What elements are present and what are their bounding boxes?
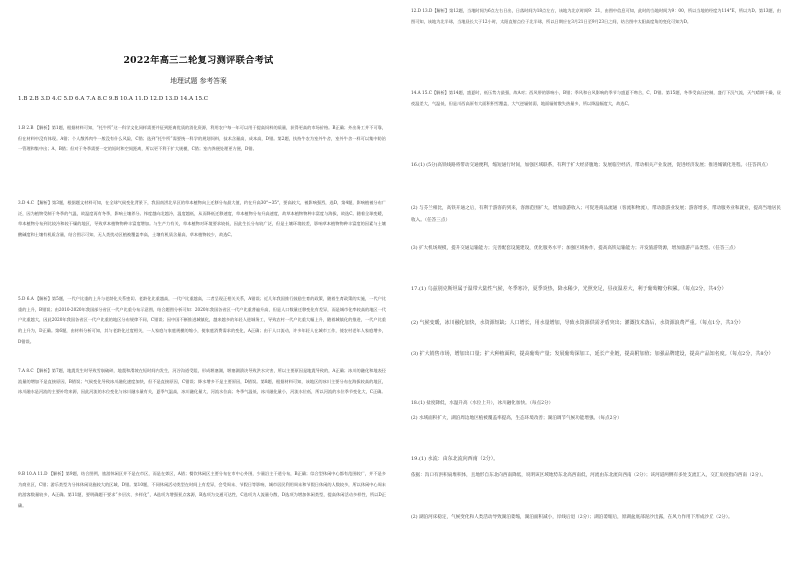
exam-subtitle: 地理试题 参考答案 bbox=[170, 77, 227, 85]
explanation-3-4: 3.D 4.C 【解析】第3题，根据题文材料可知，在全球气候变化背景下，我国南涝北旱区的草本植物向上迁移分布最大值，约在升高30°~35°，要高较大，被影响强烈，选D，第4题，影响植被分布广泛，因为植物受制于冬季的气温，故温度再有冬季，影响土壤养分。纬度越向北越冷，温度越低，从而降低迁移速度，草本植物分布升高速度，故草本植物物种丰富度与海拔，故选C。随着全球变暖，草本植物分布到比较冷和较干燥的地区，导致草本植物物种丰富度增加。与生产力有关，草本植物对环境要求较低，因此生长分布较广泛，但是土壤环境较差，影响草本植物物种丰富度的因素与土壤酸碱度和土壤有机质含量，结合图示可知，无人类扰动区植被覆盖率高，土壤有机质含量高，草本植物较少，故选C。 bbox=[18, 200, 386, 238]
explanation-5-6: 5.D 6.A 【解析】第5题，一代户比重的上升与老龄化关系密切。老龄化比重越高，一代户比重越高，二者呈现正相关关系，A错误；近几年我国推行鼓励生育的政策，随着生育政策的实施，一代户比重的上升，B错误；由2010-2020年我国部分省区一代户比重分布示意图，结合题图分析可知：2020年我国各省区一代户比重普遍升高，但是人口数量迁移变化有差异，而是城市化率较高的地区一代户比重越大，因此2020年我国各省区一代户比重的地区分布规律不同，C错误；因中国不断推进城镇化，越来越多的年轻人进城务工，导致农村一代户比重大幅上升，随着城镇化的推进，一代户比重的上升为，D正确。第6题，由材料分析可知，其与老龄化过度相关，一人家庭与家庭规模的缩小，使家庭消费需求的变化，A正确；由于人口流动，许多年轻人在城市工作，使农村老年人家庭增多，D错误。 bbox=[18, 296, 386, 344]
answer-key: 1.B 2.B 3.D 4.C 5.D 6.A 7.A 8.C 9.B 10.A 11.D 12.D 13.D 14.A 15.C bbox=[18, 96, 209, 102]
right-page bbox=[397, 0, 794, 561]
answer-16-2: (2) 与芬兰相比，高铁开通之后，有利于游客的到来，客源范围扩大，增加旅游收入；可促进商品流通（客流和物流），带动旅游业发展；游客增多，带动服务业和就业，提高当地居民收入。（任答三点） bbox=[411, 206, 781, 224]
answer-19-2: (2) 湖泊河床稳定，气候变化和人类活动导致湖泊萎缩，湖泊面积减小，岸线后退（2分）；湖泊萎缩后，原湖盆底部泥沙出露，在风力作用下形成沙丘（2分）。 bbox=[411, 515, 733, 520]
exam-title: 2022年高三二轮复习测评联合考试 bbox=[123, 55, 274, 66]
answer-16-3: (3) 扩大机场规模，提升交通运输能力；完善配套设施建设，优化服务水平；加强区域协作，提高高铁运输能力；开发旅游资源，增加旅游产品类型。（任答三点） bbox=[411, 246, 739, 251]
explanation-7-8: 7.A 8.C 【解析】第7题，地震发生时导致雪崩破碎，地震和滑坡在短时间内发生，河谷沟道受阻，形成堰塞湖，堰塞湖溃决导致洪水灾害，所以主要原因是地震导致的，A正确；冰川的融化和地表径流量的增加不是直接原因，B错误；气候变化导致冰川融化速度加快，但不是直接原因，C错误；降水增多不是主要原因，D错误。第8题，根据材料可知，该地区的冰川主要分布在海拔较高的地区，冰川融水是河流的主要补给来源，因此河流的水位变化与冰川融水量有关，夏季气温高，冰川融化量大，河流水位高；冬季气温低，冰川融化量小，河流水位低，所以河流的水位季节变化大，C正确。 bbox=[18, 368, 386, 395]
answer-16-1: 16.(1) (5分)高铁线路将带动交通便利，缩短通行时间，加强区域联系，有利于扩大经济腹地；发展临空经济，带动相关产业发展，促进经济发展；推进城镇化进程。（任答四点） bbox=[411, 163, 771, 168]
explanation-1-2: 1.B 2.B 【解析】第1题，根据材料可知，“托牛所”这一科学文化同样需要并征到距离优质的消化资源，利用农户每一年可以用于提高饲料的质量，获得更高的市场价格。B正确；外出务工并不可靠，但在材料中没有体现。A错；个人散养肉牛一般没有什么风险，C错；选到“托牛所”需要统一科学的规划饲料，技术含量高，成本高，D错。第2题，扶持牛农为室外牛舍，室外牛舍一样可以集中防治一管理和集中出；A、B错；但对于冬季需要一定的短时和空间距离，所以更不利于扩大规模，C错；室内粪便处理更方便，D错。 bbox=[18, 125, 386, 152]
answer-17-2: (2) 气候变暖，冰川融化加快，水资源短缺；人口增长，用水量增加，导致水资源供需矛盾突出；灌溉技术落后，水资源浪费严重。（每点1分，共3分） bbox=[411, 320, 744, 326]
explanation-9-11: 9.B 10.A 11.D 【解析】第9题，结合图例，旅游休闲区并不是在市区，而是在郊区，A错；餐饮休闲区主要分布在市中心外围，少量沿主干道分布，B正确；综合型休闲中心都有范围较广，并不是多为商业区，C错；游乐类型为分体休闲设施较大的区域，D错。第10题，不同休闲活动类型在时间上有差异，会受周末、节假日等影响，城市居民利用周末和节假日休闲的人数较多，所以休闲中心周末的游客数量较多，A正确。第11题，要明确题干要求“多层次、多样化”，A选项为增强景点客源，B选项为交通可达性，C选项为人流量分散，D选项为增加休闲类型，提高休闲活动多样性，所以D正确。 bbox=[18, 471, 386, 509]
answer-19-1-basis: 依据：沟口有洪积扇堆积体，且地形自东北向西南降低，说明该区域地势东北高西南低，河流由东北流向西南（2分）；该河道两侧有多处支流汇入，交汇角度指向西南（2分）。 bbox=[411, 473, 766, 478]
answer-17-3: (3) 扩大销售市场，增加出口量；扩大种植面积，提高葡萄产量；发展葡萄深加工，延长产业链，提高附加值；加强品牌建设，提高产品知名度。（每点2分，共8分） bbox=[411, 351, 774, 357]
explanation-12-13: 12.D 13.D【解析】第12题，当地时间为6点左右日出，日落时间为18点左右，该地为北京时间9：21，由图中信息可知，此时的当地时间为9：00，所以当地的经度为114°E，所以为D。第13题，由图可知，该地为北半球，当地昼长大于12小时，太阳直射点位于北半球，所以日期应在3月21日至9月23日之间，结合图中太阳高度角的变化可知为D。 bbox=[411, 8, 781, 24]
answer-18-2: (2) 水域面积扩大，湖泊周边地区植被覆盖率提高，生态环境改善；湖泊调节气候功能增强。（每点2分） bbox=[411, 416, 622, 421]
answer-17-1: 17.(1) 乌兹别克斯坦属于温带大陆性气候，冬季寒冷，夏季炎热，降水稀少，光照充足，昼夜温差大，利于葡萄糖分积累。（每点2分，共4分） bbox=[411, 286, 727, 292]
explanation-14-15: 14.A 15.C【解析】第14题，盛夏时，低压势力最强，故A对；西风带的影响小，B错；季风和台风影响的季节与盛夏不吻合，C、D错。第15题，冬季受高压控制，盛行下沉气流，天气晴朗干燥，昼夜温差大，气温低，但是川西高原有大面积积雪覆盖，大气逆辐射弱，地面辐射散失热量多，所以降温幅度大，故选C。 bbox=[411, 90, 781, 106]
answer-18-1: 18.(1) 盐度降低，水温升高（水位上升），冰川融化加快。（每点2分） bbox=[411, 401, 554, 406]
answer-19-1: 19.(1) 水流：由东北流向西南（2分）。 bbox=[411, 456, 499, 462]
